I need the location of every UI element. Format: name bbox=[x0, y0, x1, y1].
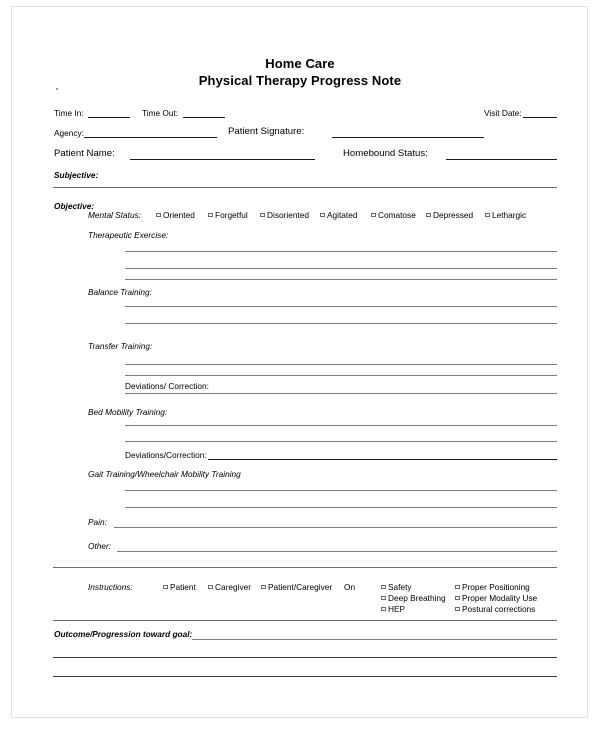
time-out-label: Time Out: bbox=[142, 108, 179, 118]
patient-signature-label: Patient Signature: bbox=[228, 126, 305, 137]
patient-signature-input[interactable] bbox=[332, 137, 484, 138]
mental-status-option-depressed[interactable] bbox=[426, 210, 473, 221]
outcome-input-line-2[interactable] bbox=[53, 657, 557, 658]
pain-input[interactable] bbox=[114, 527, 557, 528]
agency-label: Agency: bbox=[54, 128, 84, 138]
balance-training-line-2[interactable] bbox=[125, 323, 557, 324]
option-label: Deep Breathing bbox=[388, 593, 446, 603]
other-input[interactable] bbox=[117, 551, 557, 552]
option-label: Depressed bbox=[433, 210, 474, 220]
option-label: Caregiver bbox=[215, 582, 251, 592]
homebound-status-input[interactable] bbox=[446, 159, 557, 160]
instructions-topic-proper-modality-use[interactable] bbox=[455, 593, 537, 604]
checkbox-icon[interactable] bbox=[455, 607, 460, 612]
bed-mobility-label: Bed Mobility Training: bbox=[88, 407, 168, 417]
balance-training-line-top[interactable] bbox=[125, 279, 557, 280]
option-label: Patient bbox=[170, 582, 196, 592]
deviations-correction-line-1[interactable] bbox=[125, 393, 557, 394]
checkbox-icon[interactable] bbox=[381, 596, 386, 601]
visit-date-label: Visit Date: bbox=[484, 108, 522, 118]
pain-label: Pain: bbox=[88, 517, 107, 527]
option-label: Forgetful bbox=[215, 210, 248, 220]
objective-label: Objective: bbox=[54, 201, 95, 211]
instructions-topic-safety[interactable] bbox=[381, 582, 412, 593]
mental-status-label: Mental Status: bbox=[88, 210, 142, 220]
deviations-correction-label-2: Deviations/Correction: bbox=[125, 450, 207, 460]
checkbox-icon[interactable] bbox=[163, 585, 168, 590]
therapeutic-exercise-label: Therapeutic Exercise: bbox=[88, 230, 169, 240]
balance-training-line-1[interactable] bbox=[125, 306, 557, 307]
option-label: Oriented bbox=[163, 210, 195, 220]
instructions-topic-postural-corrections[interactable] bbox=[455, 604, 535, 615]
gait-training-line-1[interactable] bbox=[125, 490, 557, 491]
checkbox-icon[interactable] bbox=[381, 607, 386, 612]
outcome-input-line-1[interactable] bbox=[192, 639, 557, 640]
instructions-who-patient[interactable] bbox=[163, 582, 196, 593]
outcome-input-line-3[interactable] bbox=[53, 676, 557, 677]
mental-status-option-lethargic[interactable] bbox=[485, 210, 526, 221]
patient-name-label: Patient Name: bbox=[54, 148, 115, 159]
subjective-rule bbox=[53, 187, 557, 188]
checkbox-icon[interactable] bbox=[455, 585, 460, 590]
checkbox-icon[interactable] bbox=[371, 213, 376, 218]
therapeutic-exercise-line-1[interactable] bbox=[125, 251, 557, 252]
option-label: Safety bbox=[388, 582, 412, 592]
option-label: Patient/Caregiver bbox=[268, 582, 333, 592]
other-label: Other: bbox=[88, 541, 112, 551]
checkbox-icon[interactable] bbox=[208, 213, 213, 218]
gait-training-label: Gait Training/Wheelchair Mobility Training bbox=[88, 469, 241, 479]
checkbox-icon[interactable] bbox=[381, 585, 386, 590]
instructions-label: Instructions: bbox=[88, 582, 133, 592]
mental-status-option-comatose[interactable] bbox=[371, 210, 416, 221]
bed-mobility-line-1[interactable] bbox=[125, 425, 557, 426]
time-out-input[interactable] bbox=[183, 117, 225, 118]
balance-training-label: Balance Training: bbox=[88, 287, 152, 297]
checkbox-icon[interactable] bbox=[455, 596, 460, 601]
checkbox-icon[interactable] bbox=[485, 213, 490, 218]
instructions-who-caregiver[interactable] bbox=[208, 582, 251, 593]
visit-date-input[interactable] bbox=[523, 117, 557, 118]
patient-name-input[interactable] bbox=[130, 159, 315, 160]
checkbox-icon[interactable] bbox=[261, 585, 266, 590]
stray-mark bbox=[56, 88, 58, 90]
subjective-label: Subjective: bbox=[54, 170, 99, 180]
deviations-correction-label-1: Deviations/ Correction: bbox=[125, 381, 209, 391]
page-title bbox=[0, 55, 600, 89]
transfer-training-line-1[interactable] bbox=[125, 364, 557, 365]
homebound-status-label: Homebound Status: bbox=[343, 148, 428, 159]
other-section-rule bbox=[53, 567, 557, 568]
checkbox-icon[interactable] bbox=[320, 213, 325, 218]
instructions-who-patient-caregiver[interactable] bbox=[261, 582, 332, 593]
checkbox-icon[interactable] bbox=[260, 213, 265, 218]
on-label: On bbox=[344, 582, 356, 592]
option-label: Disoriented bbox=[267, 210, 309, 220]
option-label: Agitated bbox=[327, 210, 358, 220]
checkbox-icon[interactable] bbox=[426, 213, 431, 218]
deviations-correction-input-2[interactable] bbox=[208, 459, 557, 460]
option-label: Proper Modality Use bbox=[462, 593, 538, 603]
title-line-1: Home Care bbox=[265, 56, 335, 71]
agency-input[interactable] bbox=[84, 137, 217, 138]
outcome-section-rule bbox=[53, 620, 557, 621]
option-label: Comatose bbox=[378, 210, 416, 220]
therapeutic-exercise-line-2[interactable] bbox=[125, 268, 557, 269]
transfer-training-label: Transfer Training: bbox=[88, 341, 153, 351]
option-label: Postural corrections bbox=[462, 604, 536, 614]
mental-status-option-disoriented[interactable] bbox=[260, 210, 309, 221]
mental-status-option-oriented[interactable] bbox=[156, 210, 195, 221]
transfer-training-line-2[interactable] bbox=[125, 375, 557, 376]
instructions-topic-deep-breathing[interactable] bbox=[381, 593, 446, 604]
option-label: Lethargic bbox=[492, 210, 527, 220]
checkbox-icon[interactable] bbox=[156, 213, 161, 218]
gait-training-line-2[interactable] bbox=[125, 507, 557, 508]
instructions-topic-proper-positioning[interactable] bbox=[455, 582, 530, 593]
title-line-2: Physical Therapy Progress Note bbox=[198, 73, 402, 88]
time-in-label: Time In: bbox=[54, 108, 84, 118]
time-in-input[interactable] bbox=[88, 117, 130, 118]
checkbox-icon[interactable] bbox=[208, 585, 213, 590]
option-label: HEP bbox=[388, 604, 406, 614]
instructions-topic-hep[interactable] bbox=[381, 604, 405, 615]
bed-mobility-line-2[interactable] bbox=[125, 441, 557, 442]
mental-status-option-agitated[interactable] bbox=[320, 210, 357, 221]
option-label: Proper Positioning bbox=[462, 582, 530, 592]
outcome-label: Outcome/Progression toward goal: bbox=[54, 629, 193, 639]
mental-status-option-forgetful[interactable] bbox=[208, 210, 248, 221]
